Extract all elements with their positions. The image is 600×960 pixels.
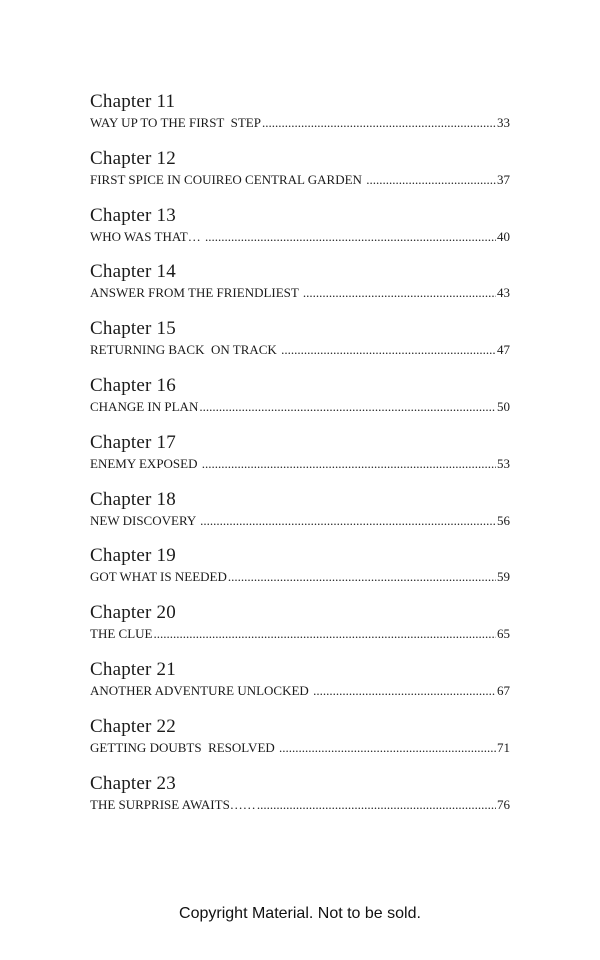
table-of-contents xyxy=(90,90,510,828)
dot-leader xyxy=(228,568,496,586)
toc-entry xyxy=(90,658,510,715)
copyright-notice: Copyright Material. Not to be sold. xyxy=(179,905,421,922)
toc-line[interactable] xyxy=(90,284,510,302)
toc-entry xyxy=(90,601,510,658)
toc-entry xyxy=(90,772,510,829)
dot-leader xyxy=(153,625,496,643)
chapter-title: GETTING DOUBTS RESOLVED xyxy=(90,739,279,755)
page-number: 37 xyxy=(497,171,510,187)
page-number: 40 xyxy=(497,228,510,244)
dot-leader xyxy=(279,739,496,757)
chapter-heading: Chapter 15 xyxy=(90,318,176,340)
chapter-title: WAY UP TO THE FIRST STEP xyxy=(90,115,261,130)
toc-entry xyxy=(90,147,510,204)
chapter-heading: Chapter 23 xyxy=(90,772,176,794)
dot-leader xyxy=(199,398,496,416)
chapter-title: ANOTHER ADVENTURE UNLOCKED xyxy=(90,682,313,698)
dot-leader xyxy=(257,796,496,814)
chapter-title: RETURNING BACK ON TRACK xyxy=(90,342,281,358)
page-number: 76 xyxy=(497,796,510,812)
toc-entry xyxy=(90,374,510,431)
chapter-heading: Chapter 17 xyxy=(90,431,176,453)
chapter-title: ENEMY EXPOSED xyxy=(90,455,201,471)
chapter-heading: Chapter 18 xyxy=(90,488,176,510)
toc-line[interactable] xyxy=(90,682,510,700)
toc-entry xyxy=(90,260,510,317)
toc-line[interactable] xyxy=(90,228,510,246)
toc-entry xyxy=(90,431,510,488)
page-number: 65 xyxy=(497,626,510,642)
toc-line[interactable] xyxy=(90,739,510,757)
chapter-heading: Chapter 16 xyxy=(90,374,176,396)
chapter-title: FIRST SPICE IN COUIREO CENTRAL GARDEN xyxy=(90,171,366,187)
chapter-heading: Chapter 12 xyxy=(90,147,176,169)
dot-leader xyxy=(303,284,496,302)
toc-entry xyxy=(90,204,510,261)
dot-leader xyxy=(313,682,496,700)
toc-line[interactable] xyxy=(90,455,510,473)
toc-entry xyxy=(90,544,510,601)
toc-line[interactable] xyxy=(90,341,510,359)
toc-line[interactable] xyxy=(90,171,510,189)
chapter-title: ANSWER FROM THE FRIENDLIEST xyxy=(90,285,302,301)
chapter-title: GOT WHAT IS NEEDED xyxy=(90,569,227,585)
toc-entry xyxy=(90,317,510,374)
page-number: 67 xyxy=(497,682,510,698)
toc-line[interactable] xyxy=(90,114,510,132)
toc-entry xyxy=(90,715,510,772)
chapter-heading: Chapter 19 xyxy=(90,545,176,567)
page-number: 43 xyxy=(497,285,510,301)
toc-line[interactable] xyxy=(90,398,510,416)
page-number: 71 xyxy=(497,739,510,755)
toc-line[interactable] xyxy=(90,625,510,643)
chapter-heading: Chapter 21 xyxy=(90,658,176,680)
chapter-title: THE SURPRISE AWAITS…… xyxy=(90,796,256,812)
dot-leader xyxy=(202,455,496,473)
chapter-title: WHO WAS THAT… xyxy=(90,228,204,244)
toc-line[interactable] xyxy=(90,512,510,530)
dot-leader xyxy=(366,171,496,189)
dot-leader xyxy=(262,114,496,132)
page-number: 53 xyxy=(497,455,510,471)
chapter-heading: Chapter 22 xyxy=(90,715,176,737)
chapter-title: THE CLUE xyxy=(90,626,153,642)
toc-entry xyxy=(90,90,510,147)
dot-leader xyxy=(200,512,496,530)
page-number: 50 xyxy=(497,398,510,414)
toc-line[interactable] xyxy=(90,568,510,586)
toc-line[interactable] xyxy=(90,796,510,814)
page-number: 33 xyxy=(497,115,510,130)
chapter-heading: Chapter 11 xyxy=(90,91,176,112)
page-number: 56 xyxy=(497,512,510,528)
page-number: 47 xyxy=(497,342,510,358)
dot-leader xyxy=(205,228,496,246)
chapter-title: CHANGE IN PLAN xyxy=(90,398,199,414)
chapter-title: NEW DISCOVERY xyxy=(90,512,200,528)
chapter-heading: Chapter 13 xyxy=(90,204,176,226)
chapter-heading: Chapter 14 xyxy=(90,261,176,283)
dot-leader xyxy=(281,341,496,359)
toc-entry xyxy=(90,488,510,545)
chapter-heading: Chapter 20 xyxy=(90,602,176,624)
page-number: 59 xyxy=(497,569,510,585)
